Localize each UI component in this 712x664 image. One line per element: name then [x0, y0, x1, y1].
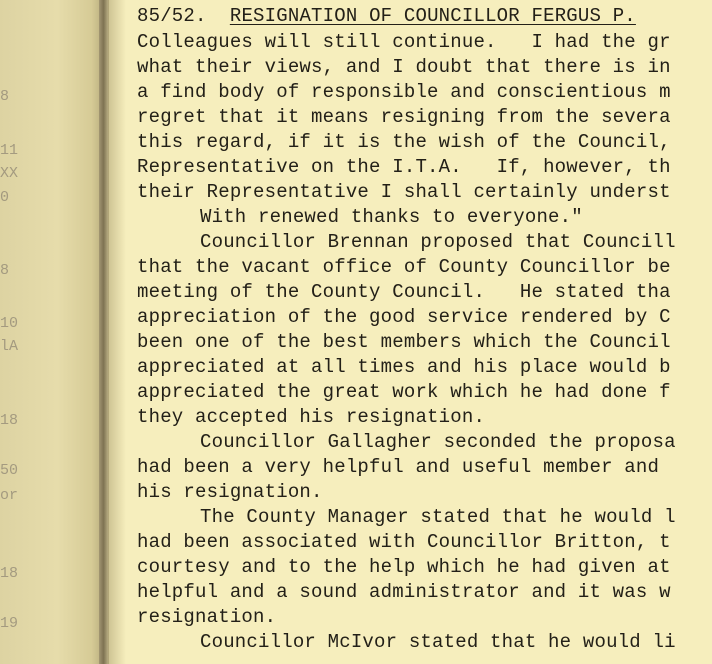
text-line: Councillor McIvor stated that he would li	[200, 631, 676, 653]
text-line: appreciated at all times and his place would b	[137, 356, 671, 378]
text-line: With renewed thanks to everyone."	[200, 206, 583, 228]
left-margin-mark: 19	[0, 615, 19, 632]
left-margin-mark: 50	[0, 462, 19, 479]
text-line: helpful and a sound administrator and it was w	[137, 581, 671, 603]
left-margin-mark: 8	[0, 88, 10, 105]
left-margin-mark: XX	[0, 165, 19, 182]
page-fold-shadow	[108, 0, 126, 664]
text-line: that the vacant office of County Councillor be	[137, 256, 671, 278]
text-line: meeting of the County Council. He stated tha	[137, 281, 671, 303]
heading-line	[137, 4, 636, 29]
left-margin-mark: 0	[0, 189, 10, 206]
left-margin-mark: 11	[0, 142, 19, 159]
text-line: had been a very helpful and useful member and	[137, 456, 660, 478]
left-margin-mark: 8	[0, 262, 10, 279]
text-line: The County Manager stated that he would l	[200, 506, 676, 528]
text-line: regret that it means resigning from the severa	[137, 106, 671, 128]
left-margin-mark: lA	[0, 338, 19, 355]
text-line: their Representative I shall certainly underst	[137, 181, 671, 203]
left-margin-mark: 18	[0, 565, 19, 582]
text-line: a find body of responsible and conscientious m	[137, 81, 671, 103]
text-line: Representative on the I.T.A. If, however, th	[137, 156, 671, 178]
text-line: Councillor Brennan proposed that Councill	[200, 231, 676, 253]
text-line: Councillor Gallagher seconded the proposa	[200, 431, 676, 453]
text-line: this regard, if it is the wish of the Council,	[137, 131, 671, 153]
text-line: they accepted his resignation.	[137, 406, 486, 428]
text-line: appreciated the great work which he had done f	[137, 381, 671, 403]
text-line: appreciation of the good service rendered by C	[137, 306, 671, 328]
text-line: had been associated with Councillor Britton, t	[137, 531, 671, 553]
text-line: Colleagues will still continue. I had the gr	[137, 31, 671, 53]
text-line: what their views, and I doubt that there is in	[137, 56, 671, 78]
left-facing-page	[0, 0, 104, 664]
page-number: 85/52.	[137, 5, 207, 27]
left-margin-mark: or	[0, 487, 19, 504]
heading-title: RESIGNATION OF COUNCILLOR FERGUS P.	[229, 5, 636, 27]
left-margin-mark: 18	[0, 412, 19, 429]
left-margin-mark: 10	[0, 315, 19, 332]
text-line: courtesy and to the help which he had given at	[137, 556, 671, 578]
text-line: resignation.	[137, 606, 277, 628]
text-line: been one of the best members which the Council	[137, 331, 671, 353]
text-line: his resignation.	[137, 481, 323, 503]
